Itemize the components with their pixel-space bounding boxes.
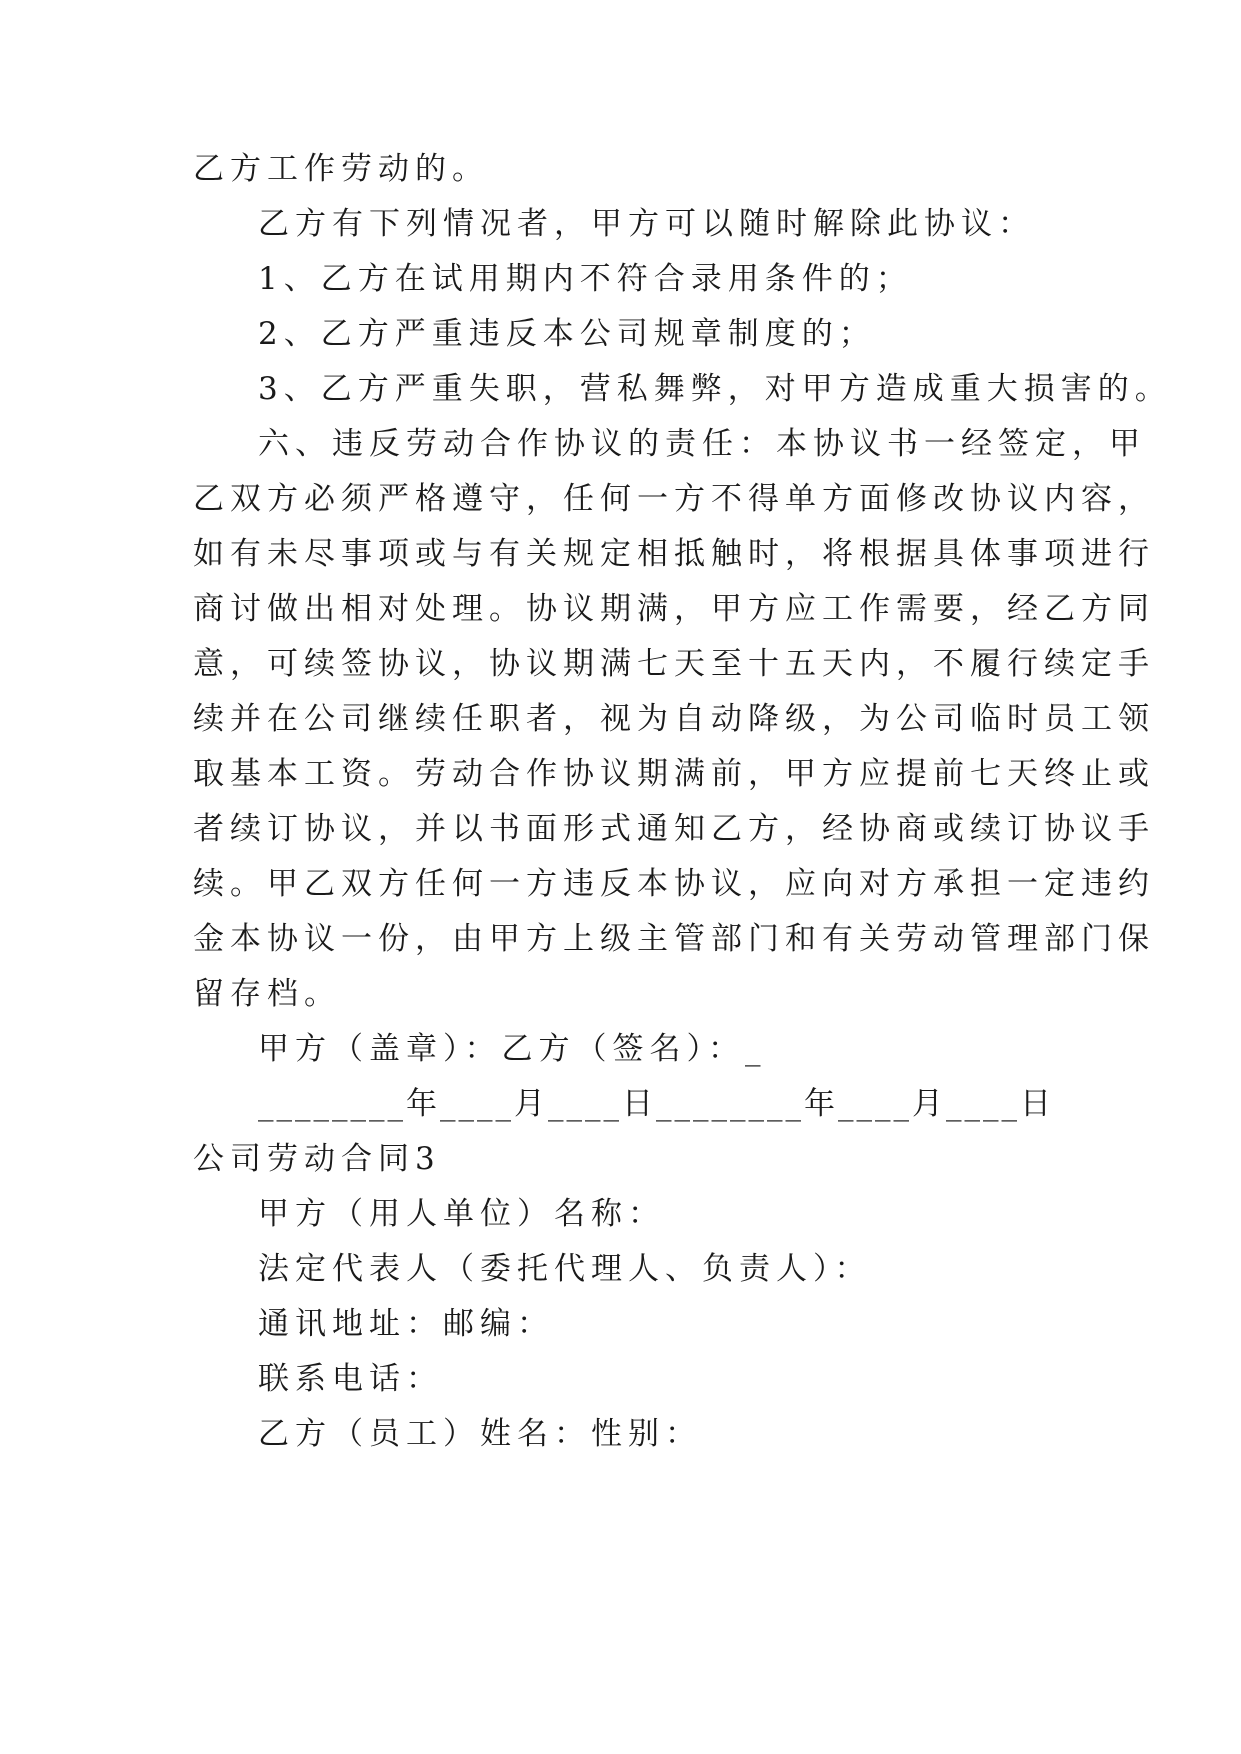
paragraph-line: 金本协议一份，由甲方上级主管部门和有关劳动管理部门保: [193, 921, 1155, 957]
section-six-heading-line: 六、违反劳动合作协议的责任：本协议书一经签定，甲: [258, 426, 1146, 462]
legal-representative-field: 法定代表人（委托代理人、负责人）：: [258, 1251, 872, 1287]
paragraph-line: 续并在公司继续任职者，视为自动降级，为公司临时员工领: [193, 701, 1155, 737]
paragraph-line: 商讨做出相对处理。协议期满，甲方应工作需要，经乙方同: [193, 591, 1155, 627]
clause-item-1: 1、乙方在试用期内不符合录用条件的；: [258, 261, 913, 297]
paragraph-line: 续。甲乙双方任何一方违反本协议，应向对方承担一定违约: [193, 866, 1155, 902]
clause-intro: 乙方有下列情况者，甲方可以随时解除此协议：: [258, 206, 1035, 242]
paragraph-line: 意，可续签协议，协议期满七天至十五天内，不履行续定手: [193, 646, 1155, 682]
clause-item-2: 2、乙方严重违反本公司规章制度的；: [258, 316, 876, 352]
party-b-name-field: 乙方（员工）姓名：性别：: [258, 1416, 702, 1452]
paragraph-line: 乙双方必须严格遵守，任何一方不得单方面修改协议内容，: [193, 481, 1155, 517]
paragraph-line: 如有未尽事项或与有关规定相抵触时，将根据具体事项进行: [193, 536, 1155, 572]
date-line: ________年____月____日________年____月____日: [258, 1086, 1054, 1122]
paragraph-line: 取基本工资。劳动合作协议期满前，甲方应提前七天终止或: [193, 756, 1155, 792]
paragraph-line: 留存档。: [193, 976, 341, 1012]
paragraph-line: 者续订协议，并以书面形式通知乙方，经协商或续订协议手: [193, 811, 1155, 847]
contract-title: 公司劳动合同3: [193, 1141, 441, 1177]
party-a-name-field: 甲方（用人单位）名称：: [258, 1196, 665, 1232]
clause-item-3: 3、乙方严重失职，营私舞弊，对甲方造成重大损害的。: [258, 371, 1172, 407]
signature-line: 甲方（盖章）：乙方（签名）：_: [258, 1031, 767, 1067]
paragraph-line: 乙方工作劳动的。: [193, 151, 489, 187]
phone-field: 联系电话：: [258, 1361, 443, 1397]
address-field: 通讯地址：邮编：: [258, 1306, 554, 1342]
